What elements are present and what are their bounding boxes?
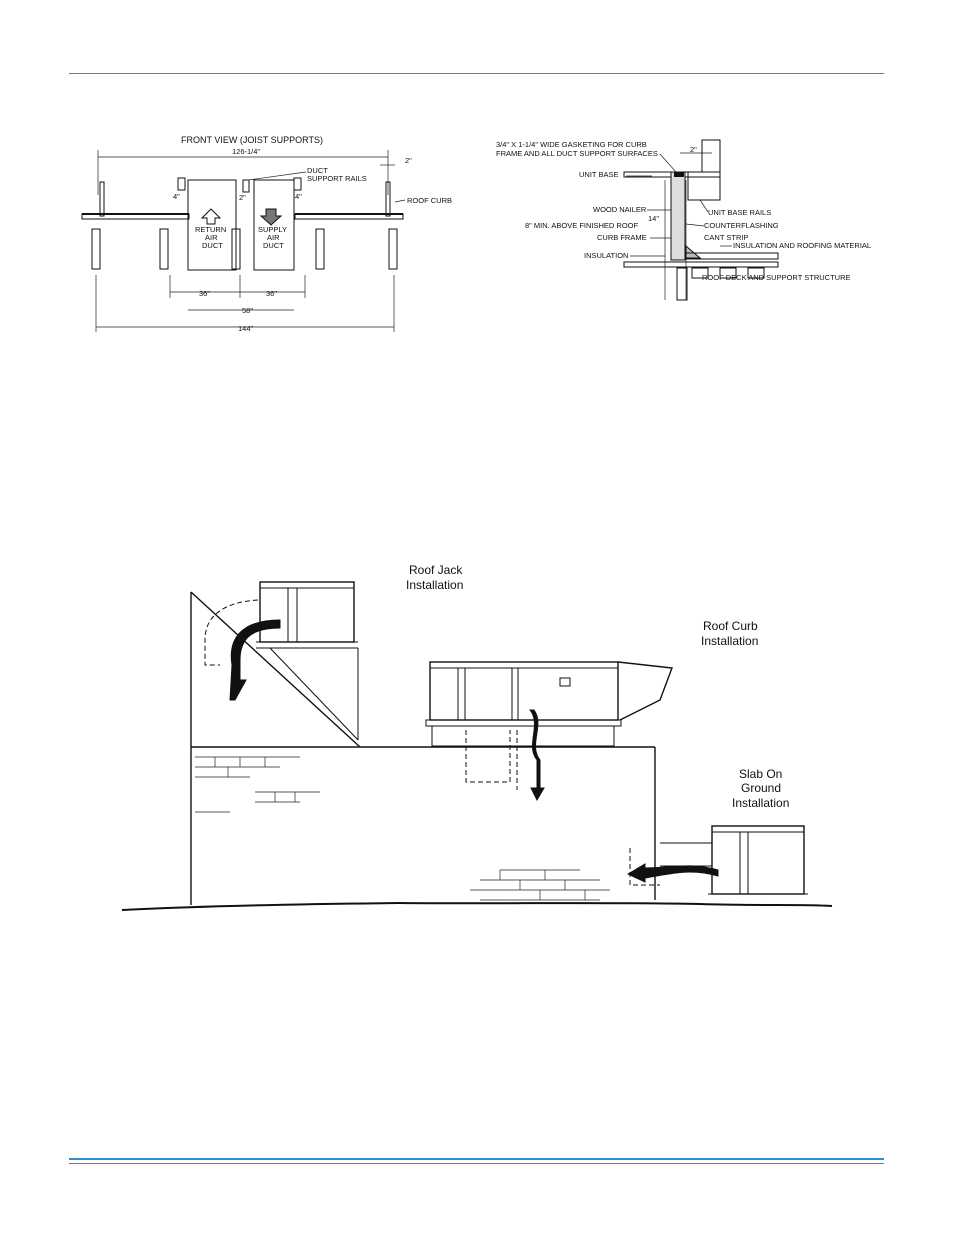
min-above-roof: 8" MIN. ABOVE FINISHED ROOF — [525, 221, 639, 230]
roof-jack-label-1: Roof Jack — [409, 563, 463, 577]
footer-rule-bottom — [69, 1163, 884, 1164]
dim-36-right: 36" — [266, 289, 278, 298]
unit-base-rails: UNIT BASE RAILS — [708, 208, 772, 217]
dim-144: 144" — [238, 324, 254, 333]
dim-4-right: 4" — [295, 192, 302, 201]
dim-58: 58" — [242, 306, 254, 315]
wood-nailer: WOOD NAILER — [593, 205, 647, 214]
slab-label-1: Slab On — [739, 767, 783, 781]
roof-jack-label-2: Installation — [406, 578, 464, 592]
slab-label-3: Installation — [732, 796, 790, 810]
supply-duct-2: AIR — [267, 233, 280, 242]
return-duct-1: RETURN — [195, 225, 227, 234]
dim-14: 14" — [648, 214, 660, 223]
supply-duct-3: DUCT — [263, 241, 284, 250]
roof-curb-label-1: Roof Curb — [703, 619, 758, 633]
gasket-line-1: 3/4" X 1-1/4" WIDE GASKETING FOR CURB — [496, 140, 647, 149]
return-duct-3: DUCT — [202, 241, 223, 250]
counterflashing: COUNTERFLASHING — [704, 221, 779, 230]
insulation-roofing: INSULATION AND ROOFING MATERIAL — [733, 241, 872, 250]
roof-deck: ROOF DECK AND SUPPORT STRUCTURE — [702, 273, 851, 282]
cant-strip: CANT STRIP — [704, 233, 749, 242]
unit-base: UNIT BASE — [579, 170, 619, 179]
roof-curb-label: ROOF CURB — [407, 196, 452, 205]
return-duct-2: AIR — [205, 233, 218, 242]
dim-2-front: 2" — [405, 156, 412, 165]
dim-2-section: 2" — [690, 145, 697, 154]
curb-frame: CURB FRAME — [597, 233, 647, 242]
duct-rails-1: DUCT — [307, 166, 328, 175]
front-view-title: FRONT VIEW (JOIST SUPPORTS) — [181, 135, 324, 145]
roof-curb-label-2: Installation — [701, 634, 759, 648]
dim-36-left: 36" — [199, 289, 211, 298]
supply-duct-1: SUPPLY — [258, 225, 288, 234]
gasket-line-2: FRAME AND ALL DUCT SUPPORT SURFACES — [496, 149, 658, 158]
duct-rails-2: SUPPORT RAILS — [307, 174, 367, 183]
dim-4-left: 4" — [173, 192, 180, 201]
dim-2-center: 2" — [239, 193, 246, 202]
slab-label-2: Ground — [741, 781, 782, 795]
dim-126: 126-1/4" — [232, 147, 261, 156]
insulation: INSULATION — [584, 251, 629, 260]
footer-rule-top — [69, 1158, 884, 1160]
